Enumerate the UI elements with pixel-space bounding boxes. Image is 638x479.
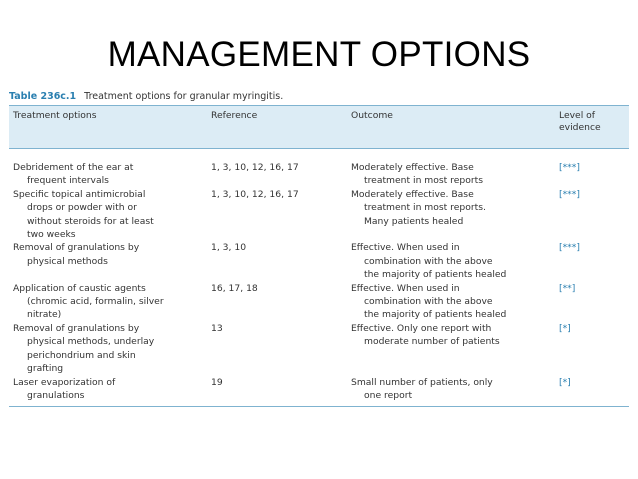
reference-cell: 16, 17, 18 bbox=[211, 282, 258, 294]
treatment-text: Laser evaporization of granulations bbox=[13, 376, 116, 401]
reference-cell: 1, 3, 10, 12, 16, 17 bbox=[211, 162, 299, 173]
table-row bbox=[9, 322, 629, 376]
evidence-level-cell: [***] bbox=[559, 162, 580, 173]
evidence-level-cell: [***] bbox=[559, 188, 580, 200]
outcome-cell bbox=[347, 376, 555, 407]
outcome-text: Effective. When used in combination with the above the majority of patients healed bbox=[351, 282, 507, 321]
outcome-cell bbox=[347, 149, 555, 188]
evidence-level-cell: [*] bbox=[559, 322, 571, 334]
outcome-cell bbox=[347, 241, 555, 281]
treatment-cell bbox=[9, 282, 207, 322]
outcome-text: Moderately effective. Base treatment in most reports. Many patients healed bbox=[351, 188, 486, 227]
table-caption-text: Treatment options for granular myringitis. bbox=[84, 91, 284, 102]
outcome-text: Moderately effective. Base treatment in most reports bbox=[351, 162, 484, 187]
table-caption bbox=[9, 91, 283, 102]
treatment-options-table bbox=[9, 105, 629, 407]
treatment-cell bbox=[9, 188, 207, 242]
outcome-cell bbox=[347, 188, 555, 242]
outcome-cell bbox=[347, 322, 555, 376]
reference-cell: 1, 3, 10 bbox=[211, 242, 247, 254]
column-header-outcome: Outcome bbox=[347, 106, 555, 149]
slide-title: MANAGEMENT OPTIONS bbox=[107, 35, 531, 74]
treatment-cell bbox=[9, 241, 207, 281]
treatment-text: Application of caustic agents (chromic acid, formalin, silver nitrate) bbox=[13, 282, 164, 321]
treatment-text: Removal of granulations by physical methods bbox=[13, 242, 140, 267]
treatment-table-container bbox=[9, 105, 629, 407]
outcome-text: Small number of patients, only one report bbox=[351, 376, 493, 401]
column-header-reference: Reference bbox=[207, 106, 347, 149]
outcome-text: Effective. Only one report with moderate number of patients bbox=[351, 322, 500, 348]
evidence-level-cell: [**] bbox=[559, 282, 576, 294]
treatment-cell bbox=[9, 376, 207, 407]
table-row bbox=[9, 188, 629, 242]
evidence-level-cell: [*] bbox=[555, 376, 629, 407]
table-row bbox=[9, 241, 629, 281]
reference-cell: 13 bbox=[211, 322, 223, 334]
treatment-cell bbox=[9, 322, 207, 376]
treatment-text: Debridement of the ear at frequent intervals bbox=[13, 162, 134, 187]
table-row bbox=[9, 376, 629, 407]
column-header-level-of-evidence: Level of evidence bbox=[555, 106, 629, 149]
table-row bbox=[9, 282, 629, 322]
treatment-text: Specific topical antimicrobial drops or powder with or without steroids for at least two weeks bbox=[13, 188, 154, 241]
evidence-level-cell: [***] bbox=[559, 242, 580, 254]
table-caption-label: Table 236c.1 bbox=[9, 91, 77, 102]
treatment-cell bbox=[9, 149, 207, 188]
table-row bbox=[9, 149, 629, 188]
reference-cell: 19 bbox=[207, 376, 347, 407]
column-header-treatment-options: Treatment options bbox=[9, 106, 207, 149]
reference-cell: 1, 3, 10, 12, 16, 17 bbox=[211, 188, 299, 200]
treatment-text: Removal of granulations by physical methods, underlay perichondrium and skin grafting bbox=[13, 322, 155, 375]
table-header-row bbox=[9, 106, 629, 149]
outcome-text: Effective. When used in combination with the above the majority of patients healed bbox=[351, 242, 507, 281]
outcome-cell bbox=[347, 282, 555, 322]
